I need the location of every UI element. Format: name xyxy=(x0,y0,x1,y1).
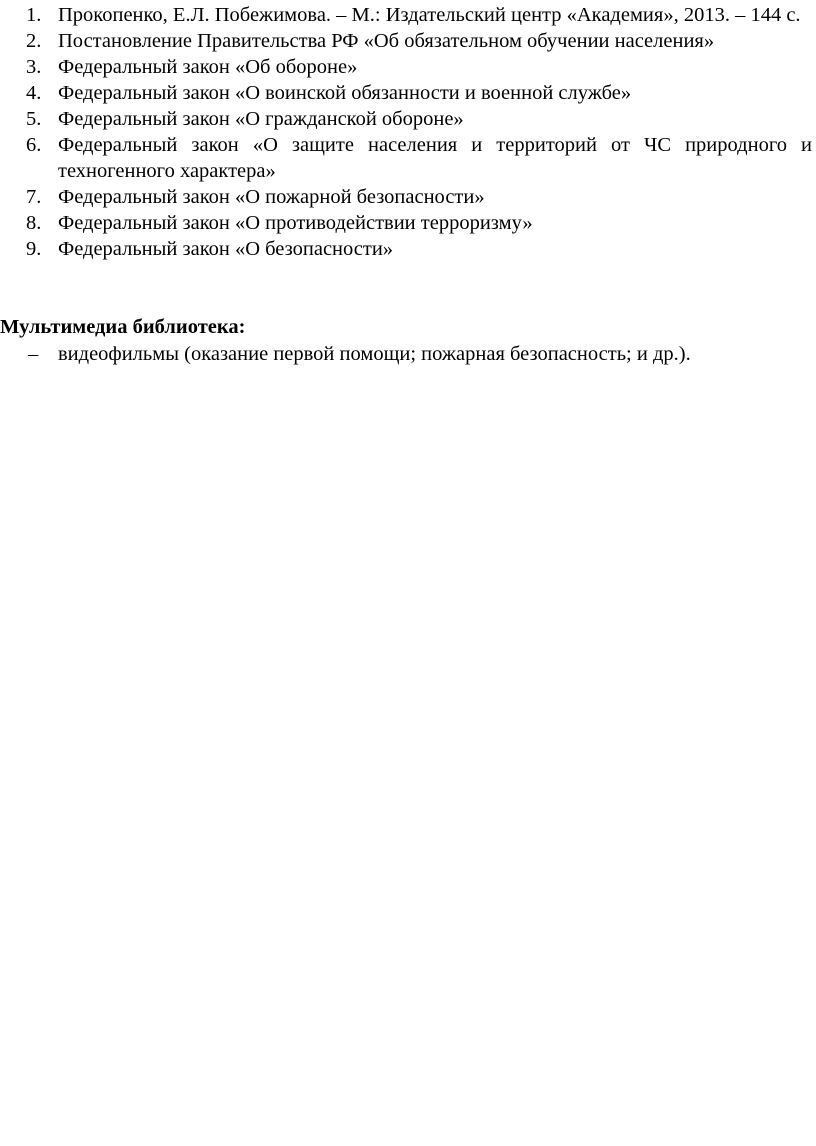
reference-item xyxy=(26,2,812,28)
reference-number: 8. xyxy=(26,212,42,234)
media-item-text: видеофильмы (оказание первой помощи; пожарная безопасность; и др.). xyxy=(58,343,691,365)
reference-text: Федеральный закон «О пожарной безопасности» xyxy=(58,186,485,208)
media-library-heading: Мультимедиа библиотека: xyxy=(0,316,246,338)
reference-text: Федеральный закон «О гражданской обороне» xyxy=(58,108,464,130)
reference-item xyxy=(26,106,812,132)
reference-text: Федеральный закон «Об обороне» xyxy=(58,56,358,78)
reference-text: Постановление Правительства РФ «Об обязательном обучении населения» xyxy=(58,30,715,52)
reference-item xyxy=(26,236,812,262)
reference-number: 7. xyxy=(26,186,42,208)
reference-number: 6. xyxy=(26,134,42,156)
references-list xyxy=(26,2,812,262)
reference-number: 3. xyxy=(26,56,42,78)
reference-text: Федеральный закон «О безопасности» xyxy=(58,238,394,260)
media-list-item xyxy=(28,341,808,367)
reference-item xyxy=(26,210,812,236)
media-list xyxy=(28,341,808,367)
reference-text: Федеральный закон «О защите населения и территорий от ЧС природного и техногенного характера» xyxy=(58,134,812,182)
reference-number: 4. xyxy=(26,82,42,104)
reference-item xyxy=(26,80,812,106)
reference-item xyxy=(26,132,812,184)
reference-item xyxy=(26,184,812,210)
reference-text: Федеральный закон «О воинской обязанности и военной службе» xyxy=(58,82,632,104)
reference-item xyxy=(26,28,812,54)
reference-number: 5. xyxy=(26,108,42,130)
reference-text: Прокопенко, Е.Л. Побежимова. – М.: Издательский центр «Академия», 2013. – 144 с. xyxy=(58,4,801,26)
reference-text: Федеральный закон «О противодействии терроризму» xyxy=(58,212,533,234)
dash-bullet: – xyxy=(28,343,39,365)
reference-number: 2. xyxy=(26,30,42,52)
reference-number: 9. xyxy=(26,238,42,260)
reference-number: 1. xyxy=(26,4,42,26)
reference-item xyxy=(26,54,812,80)
